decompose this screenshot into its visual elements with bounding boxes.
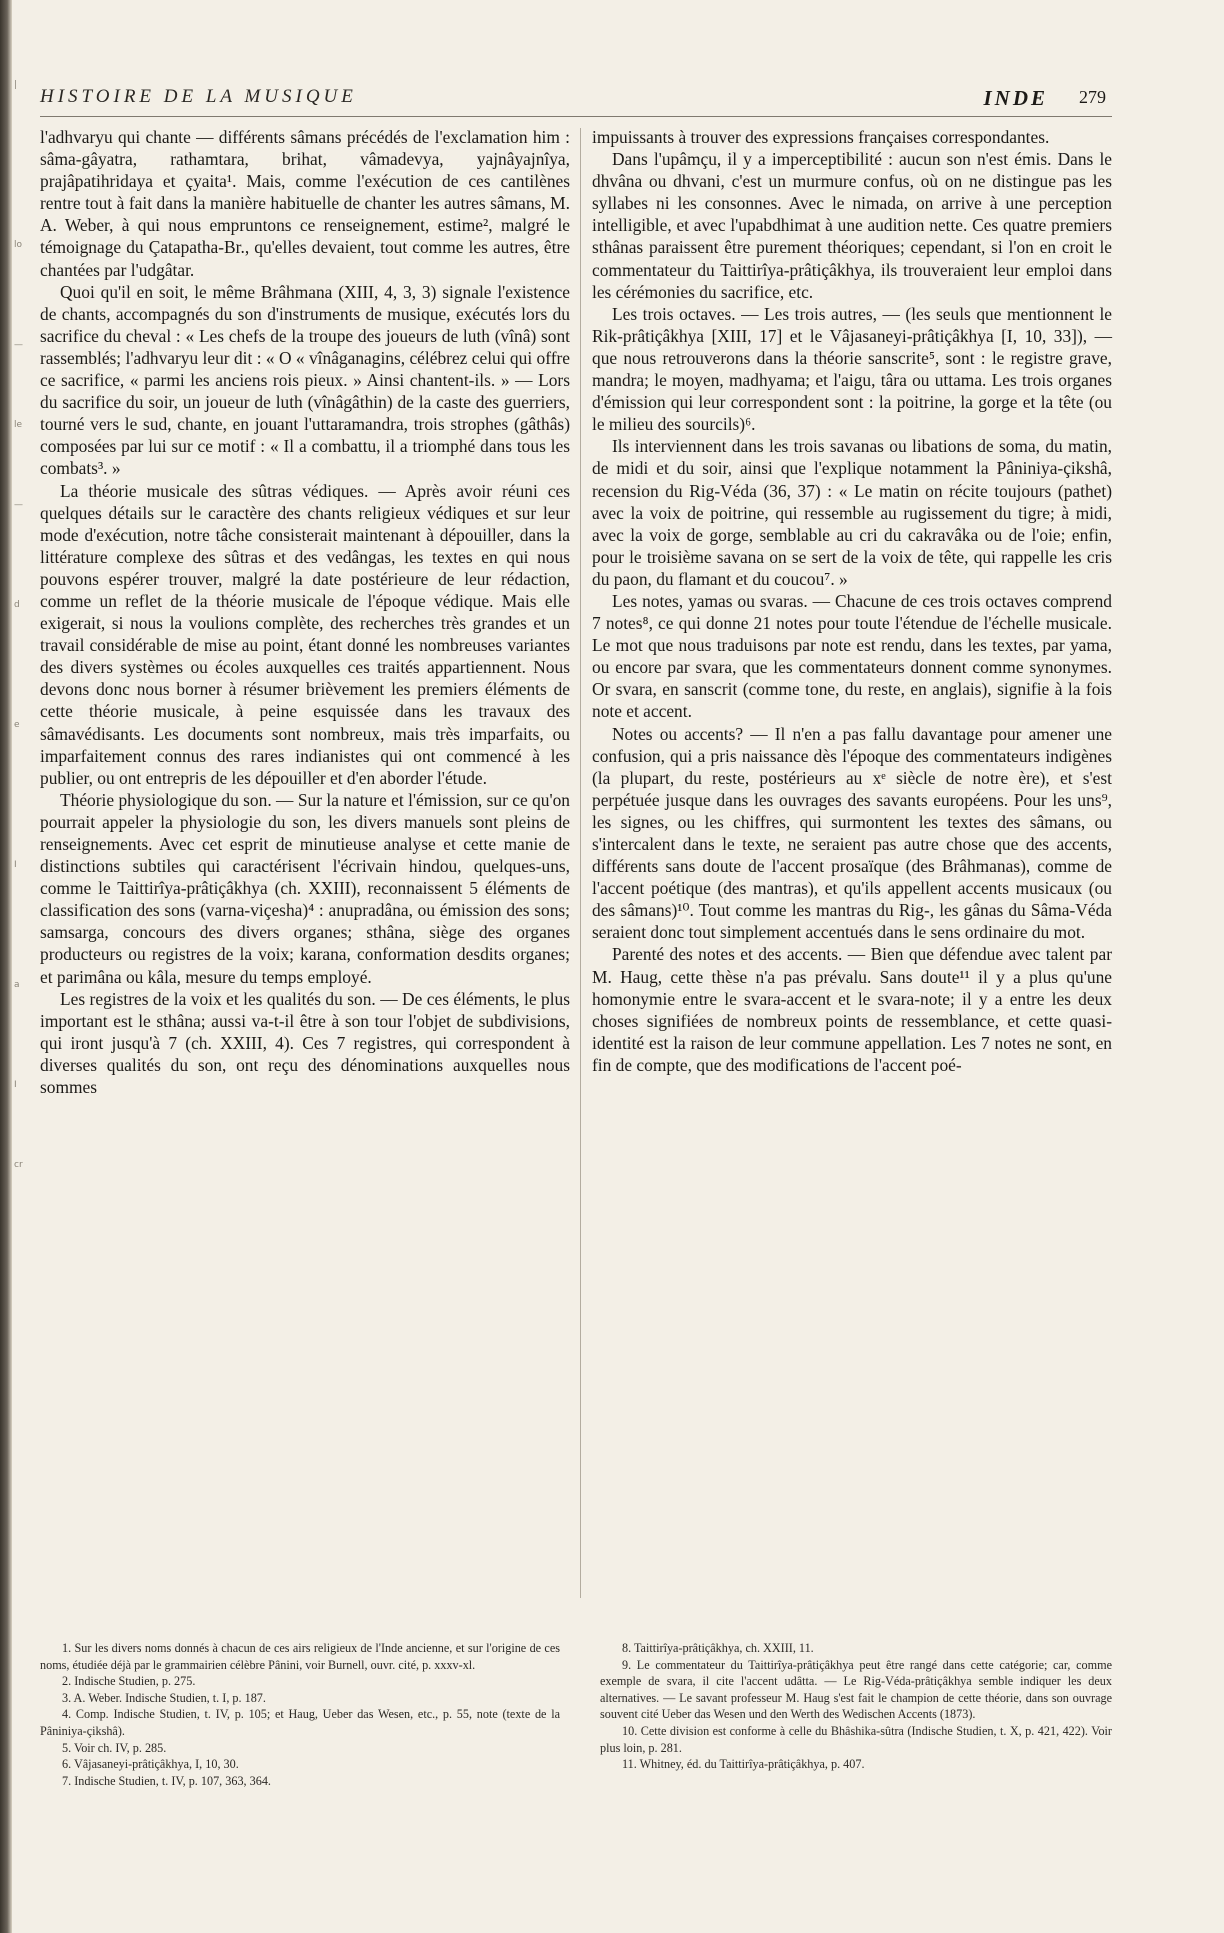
footnote: 11. Whitney, éd. du Taittirîya-prâtiçâkhya, p. 407. — [622, 1757, 865, 1772]
header-rule — [40, 116, 1112, 117]
footnote: 10. Cette division est conforme à celle du Bhâshika-sûtra (Indische Studien, t. X, p. 421, 422). Voir plus loin, p. 281. — [600, 1723, 1112, 1755]
footnotes-right — [600, 1640, 1112, 1773]
paragraph: Théorie physiologique du son. — Sur la nature et l'émission, sur ce qu'on pourrait appeler la physiologie du son, les divers manuels sont pleins de renseignements. Avec cet esprit de minutieuse analyse et cette manie de distinctions subtiles qui caractérisent l'écrivain hindou, quelques-uns, comme le Taittirîya-prâtiçâkhya (ch. XXIII), reconnaissent 5 éléments de classification des sons (varna-viçesha)⁴ : anupradâna, ou émission des sons; samsarga, concours des divers organes; sthâna, siège des organes producteurs ou registres de la voix; karana, conformation desdits organes; et parimâna ou kâla, mesure du temps employé. — [40, 789, 570, 987]
footnote: 8. Taittirîya-prâtiçâkhya, ch. XXIII, 11. — [622, 1641, 814, 1655]
footnote: 1. Sur les divers noms donnés à chacun de ces airs religieux de l'Inde ancienne, et sur l'origine de ces noms, étudiée déjà par le grammairien célèbre Pânini, voir Burnell, ouvr. cité, p. xxxv-xl. — [40, 1641, 560, 1672]
paragraph: Ils interviennent dans les trois savanas ou libations de soma, du matin, de midi et du soir, ainsi que l'explique notamment la Pâniniya-çikshâ, recension du Rig-Véda (36, 37) : « Le matin on récite toujours (pathet) avec la voix de poitrine, qui ressemble au rugissement du tigre; à midi, avec la voix de gorge, semblable au cri du cakravâka ou de l'oie; enfin, pour le troisième savana on se sert de la voix de tête, qui rappelle les cris du paon, du flamant et du coucou⁷. » — [592, 436, 1112, 589]
paragraph: Notes ou accents? — Il n'en a pas fallu davantage pour amener une confusion, qui a pris naissance dès l'époque des commentateurs indigènes (la plupart, du reste, postérieurs au xᵉ siècle de notre ère), et s'est perpétuée jusque dans les ouvrages des savants européens. Pour les uns⁹, les signes, ou les chiffres, qui surmontent les textes des sâmans, ou s'intercalent dans le texte, ne seraient pas autre chose que des accents, différents sans doute de l'accent prosaïque (des Brâhmanas), comme de l'accent poétique (des mantras), et qu'ils appellent accents musicaux (ou des sâmans)¹⁰. Tout comme les mantras du Rig-, les gânas du Sâma-Véda seraient donc tout simplement accentués dans le sens ordinaire du mot. — [592, 723, 1112, 943]
book-binding-edge — [0, 0, 12, 1933]
page-number: 279 — [1079, 87, 1106, 107]
footnote: 5. Voir ch. IV, p. 285. — [62, 1740, 167, 1755]
footnote: 2. Indische Studien, p. 275. — [62, 1674, 196, 1689]
paragraph: Les notes, yamas ou svaras. — Chacune de ces trois octaves comprend 7 notes⁸, ce qui donne 21 notes pour toute l'étendue de l'échelle musicale. Le mot que nous traduisons par note est rendu, dans les textes, par yama, ou encore par svara, que les commentateurs donnent comme synonymes. Or svara, en sanscrit (comme tone, du reste, en anglais), signifie à la fois note et accent. — [592, 590, 1112, 722]
footnote: 7. Indische Studien, t. IV, p. 107, 363, 364. — [62, 1773, 271, 1788]
paragraph: l'adhvaryu qui chante — différents sâmans précédés de l'exclamation him : sâma-gâyatra, rathamtara, brihat, vâmadevya, yajnâyajnîya, prajâpatihridaya et çyaita¹. Mais, comme l'exécution de ces cantilènes rentre tout à fait dans la manière habituelle de chanter les autres sâmans, M. A. Weber, à qui nous empruntons ce renseignement, estime², malgré le témoignage du Çatapatha-Br., qu'elles devaient, tout comme les autres, être chantées par l'udgâtar. — [40, 127, 570, 280]
column-divider — [580, 128, 581, 1598]
footnotes-left — [40, 1640, 560, 1789]
paragraph: Parenté des notes et des accents. — Bien que défendue avec talent par M. Haug, cette thèse n'a pas prévalu. Sans doute¹¹ il y a plus qu'une homonymie entre le svara-accent et le svara-note; il y a entre les deux choses signifiées de nombreux points de ressemblance, et cette quasi-identité est la raison de leur commune appellation. Les 7 notes ne sont, en fin de compte, que des modifications de l'accent poé- — [592, 944, 1112, 1075]
paragraph: La théorie musicale des sûtras védiques. — Après avoir réuni ces quelques détails sur le caractère des chants religieux védiques et sur leur mode d'exécution, notre tâche consisterait maintenant à dépouiller, dans la littérature complexe des sûtras et des vedângas, les textes en qui nous pouvons espérer trouver, malgré la date postérieure de leur rédaction, comme un reflet de la théorie musicale de l'époque védique. Mais elle exigerait, si nous la voulions complète, des recherches très grandes et un travail considérable de mise au point, étant donné les nombreuses variantes des divers systèmes ou écoles auxquelles ces traités appartiennent. Nous devons donc nous borner à résumer brièvement les premiers éléments de cette théorie musicale, à peine esquissée dans les travaux des sâmavédisants. Les documents sont nombreux, mais très imparfaits, ou imparfaitement connus des rares indianistes qui ont commencé à les publier, ou ont entrepris de les dépouiller et d'en aborder l'étude. — [40, 480, 570, 788]
paragraph: Dans l'upâmçu, il y a imperceptibilité : aucun son n'est émis. Dans le dhvâna ou dhvani, c'est un murmure confus, où on ne distingue pas les syllabes ni les consonnes. Avec le nimada, on arrive à une perception intelligible, et avec l'upabdhimat à une audition nette. Ces quatre premiers sthânas paraissent être purement théoriques; cependant, si l'on en croit le commentateur du Taittirîya-prâtiçâkhya, ils trouveraient leur emploi dans les cérémonies du sacrifice, etc. — [592, 149, 1112, 302]
paragraph: Les registres de la voix et les qualités du son. — De ces éléments, le plus important est le sthâna; aussi va-t-il être à son tour l'objet de subdivisions, qui iront jusqu'à 7 (ch. XXIII, 4). Ces 7 registres, qui correspondent à diverses qualités du son, ont reçu des dénominations auxquelles nous sommes — [40, 988, 570, 1098]
footnote: 4. Comp. Indische Studien, t. IV, p. 105; et Haug, Ueber das Wesen, etc., p. 55, note (texte de la Pâniniya-çikshâ). — [40, 1707, 560, 1738]
section-title: INDE — [983, 86, 1048, 110]
footnote: 6. Vâjasaneyi-prâtiçâkhya, I, 10, 30. — [62, 1757, 239, 1772]
paragraph: Quoi qu'il en soit, le même Brâhmana (XIII, 4, 3, 3) signale l'existence de chants, accompagnés du son d'instruments de musique, exécutés lors du sacrifice du cheval : « Les chefs de la troupe des joueurs de luth (vînâ) sont rassemblés; l'adhvaryu leur dit : « O « vînâganagins, célébrez celui qui offre ce sacrifice, « parmi les anciens rois pieux. » Ainsi chantent-ils. » — Lors du sacrifice du soir, un joueur de luth (vînâgâthin) de la caste des guerriers, tourné vers le sud, chante, en jouant l'uttaramandra, trois strophes (gâthâs) composées par lui sur ce motif : « Il a combattu, il a triomphé dans tous les combats³. » — [40, 281, 570, 479]
running-title: HISTOIRE DE LA MUSIQUE — [40, 86, 357, 107]
margin-bleed-through: | lo — le — d e I a I cr — [14, 80, 23, 1170]
footnote: 3. A. Weber. Indische Studien, t. I, p. 187. — [62, 1690, 266, 1705]
running-header — [40, 84, 1106, 114]
left-column — [40, 126, 570, 1098]
paragraph: impuissants à trouver des expressions françaises correspondantes. — [592, 127, 1050, 147]
paragraph: Les trois octaves. — Les trois autres, — (les seuls que mentionnent le Rik-prâtiçâkhya [XIII, 17] et le Vâjasaneyi-prâtiçâkhya [I, 10, 33]), — que nous retrouverons dans la théorie sanscrite⁵, sont : le registre grave, mandra; le moyen, madhyama; et l'aigu, târa ou uttama. Les trois organes d'émission qui leur correspondent sont : la poitrine, la gorge et la tête (ou le milieu des sourcils)⁶. — [592, 303, 1112, 435]
footnote: 9. Le commentateur du Taittirîya-prâtiçâkhya peut être rangé dans cette catégorie; car, comme exemple de svara, il cite l'accent udâtta. — Le Rig-Véda-prâtiçâkhya semble indiquer les deux alternatives. — Le savant professeur M. Haug s'est fait le champion de cette théorie, dans son ouvrage souvent cité Ueber das Wesen und den Werth des Wedischen Accents (1873). — [600, 1657, 1112, 1722]
right-column — [592, 126, 1112, 1076]
